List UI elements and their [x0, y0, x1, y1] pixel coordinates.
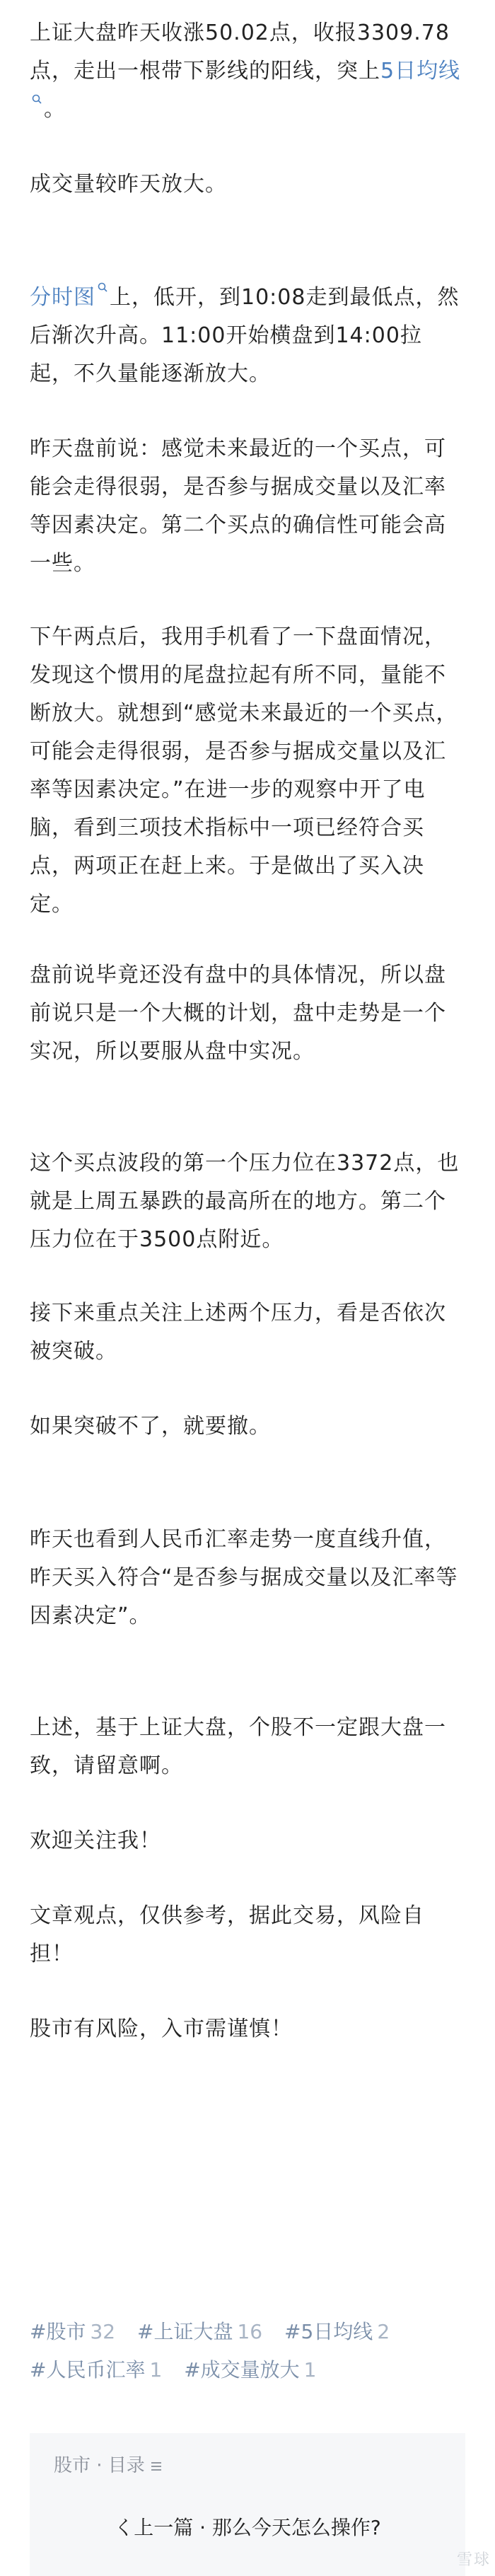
- tag-count: 2: [377, 2320, 390, 2343]
- tag-label: #5日均线: [284, 2320, 373, 2343]
- tag-label: #股市: [30, 2320, 86, 2343]
- paragraph-text: 上证大盘昨天收涨50.02点，收报3309.78点，走出一根带下影线的阳线，突上: [30, 21, 450, 83]
- paragraph-follow: 欢迎关注我！: [30, 1828, 161, 1853]
- paragraph-text: 。: [44, 97, 66, 122]
- tag-volume-up[interactable]: [184, 2351, 316, 2389]
- tag-count: 32: [90, 2320, 116, 2343]
- tag-row: [30, 2351, 465, 2389]
- directory-link[interactable]: [54, 2452, 163, 2480]
- paragraph-volume: 成交量较昨天放大。: [30, 172, 227, 197]
- paragraph-focus: 接下来重点关注上述两个压力，看是否依次被突破。: [30, 1301, 446, 1364]
- tag-sse-index[interactable]: [137, 2313, 262, 2351]
- paragraph-text: 上，低开，到10:08走到最低点，然后渐次升高。11:00开始横盘到14:00拉起，不久量能逐渐放大。: [30, 285, 460, 386]
- prev-article-link[interactable]: く上一篇 · 那么今天怎么操作?: [114, 2516, 381, 2539]
- tag-rmb-fx[interactable]: [30, 2351, 162, 2389]
- paragraph-note: 上述，基于上证大盘，个股不一定跟大盘一致，请留意啊。: [30, 1715, 446, 1778]
- tag-count: 1: [149, 2358, 163, 2381]
- tag-count: 1: [303, 2358, 317, 2381]
- article-nav: [30, 2433, 465, 2576]
- paragraph-index-close: [30, 14, 465, 129]
- link-intraday-chart[interactable]: [30, 285, 110, 310]
- search-icon: [97, 282, 110, 294]
- paragraph-afternoon: 下午两点后，我用手机看了一下盘面情况，发现这个惯用的尾盘拉起有所不同，量能不断放大。就想到“感觉未来最近的一个买点，可能会走得很弱，是否参与据成交量以及汇率等因素决定。”在进一步的观察中开了电脑，看到三项技术指标中一项已经符合买点，两项正在赶上来。于是做出了买入决定。: [30, 625, 458, 917]
- tag-count: 16: [237, 2320, 263, 2343]
- paragraph-disclaimer: 文章观点，仅供参考，据此交易，风险自担！: [30, 1903, 424, 1966]
- tag-5day-ma[interactable]: [284, 2313, 390, 2351]
- link-text: 5日均线: [380, 59, 461, 83]
- directory-label: 股市 · 目录: [54, 2455, 145, 2476]
- tag-stock-market[interactable]: [30, 2313, 115, 2351]
- tag-list: [30, 2313, 465, 2389]
- tag-label: #上证大盘: [137, 2320, 233, 2343]
- tag-row: [30, 2313, 465, 2351]
- tag-label: #成交量放大: [184, 2358, 300, 2381]
- paragraph-fx: 昨天也看到人民币汇率走势一度直线升值，昨天买入符合“是否参与据成交量以及汇率等因素决定”。: [30, 1527, 458, 1628]
- paragraph-plan: 盘前说毕竟还没有盘中的具体情况，所以盘前说只是一个大概的计划，盘中走势是一个实况，所以要服从盘中实况。: [30, 963, 446, 1064]
- paragraph-premarket: 昨天盘前说：感觉未来最近的一个买点，可能会走得很弱，是否参与据成交量以及汇率等因素决定。第二个买点的确信性可能会高一些。: [30, 436, 446, 576]
- paragraph-intraday: [30, 279, 465, 393]
- watermark: 雪球: [456, 2551, 491, 2569]
- list-icon: [149, 2459, 163, 2473]
- paragraph-risk: 股市有风险，入市需谨慎！: [30, 2017, 293, 2041]
- paragraph-exit: 如果突破不了，就要撤。: [30, 1414, 271, 1439]
- link-text: 分时图: [30, 285, 95, 310]
- search-icon: [31, 93, 44, 106]
- tag-label: #人民币汇率: [30, 2358, 146, 2381]
- paragraph-resistance: 这个买点波段的第一个压力位在3372点，也就是上周五暴跌的最高所在的地方。第二个压力位在于3500点附近。: [30, 1151, 460, 1252]
